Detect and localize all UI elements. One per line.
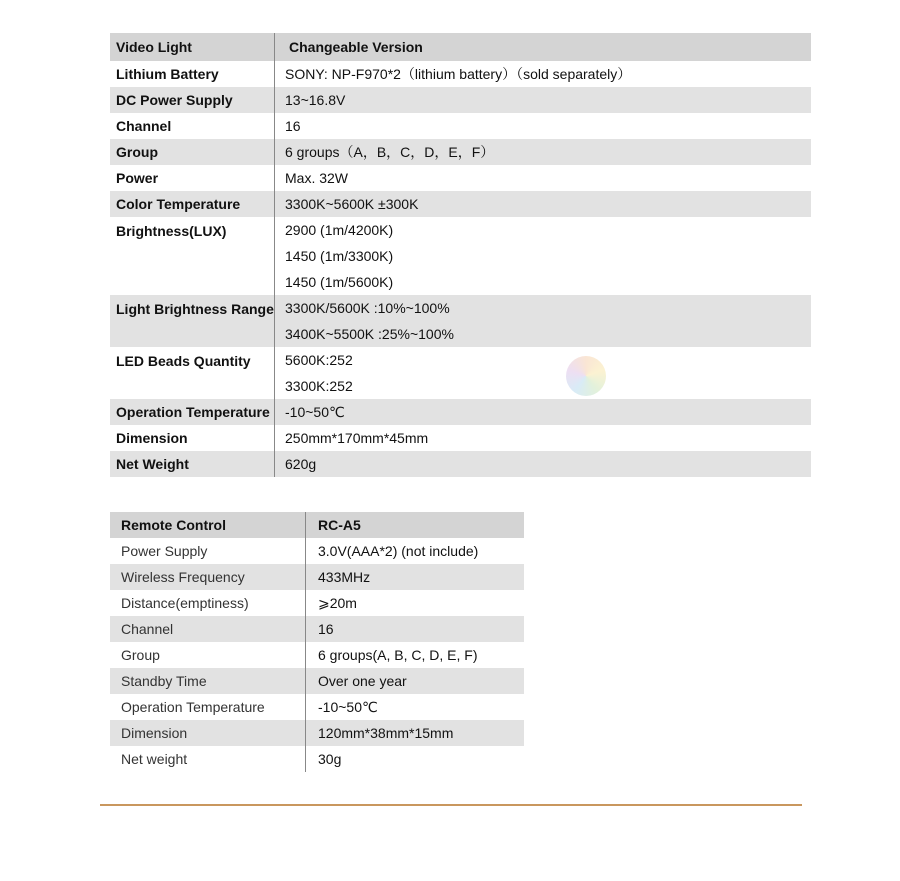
header-key: Remote Control (110, 512, 306, 538)
spec-value: 16 (285, 118, 301, 134)
spec-label: Channel (110, 113, 275, 139)
table-row (110, 295, 811, 321)
spec-label: Distance(emptiness) (110, 590, 306, 616)
header-key: Video Light (110, 33, 275, 61)
spec-label: Channel (110, 616, 306, 642)
spec-label: Power Supply (110, 538, 306, 564)
spec-value: Max. 32W (285, 170, 349, 186)
table-row (110, 590, 524, 616)
spec-value: 16 (306, 616, 525, 642)
table-row (110, 217, 811, 243)
spec-label: Power (110, 165, 275, 191)
spec-value: 1450 (1m/3300K) (285, 248, 394, 264)
table-row (110, 113, 811, 139)
spec-label: Net weight (110, 746, 306, 772)
spec-label: Net Weight (110, 451, 275, 477)
table-header-row (110, 33, 811, 61)
spec-value: 120mm*38mm*15mm (306, 720, 525, 746)
spec-value: SONY: NP-F970*2（lithium battery）（sold separately） (285, 66, 632, 82)
table-row (110, 399, 811, 425)
table-row (110, 538, 524, 564)
table-row (110, 165, 811, 191)
spec-value: 620g (275, 451, 812, 477)
spec-label: Dimension (110, 720, 306, 746)
table-row (110, 425, 811, 451)
spec-label: LED Beads Quantity (110, 347, 275, 399)
table-row (110, 694, 524, 720)
spec-value: ⩾20m (318, 594, 357, 611)
spec-value: 433MHz (306, 564, 525, 590)
table-row (110, 642, 524, 668)
spec-value: -10~50℃ (275, 399, 812, 425)
spec-value: 6 groups(A, B, C, D, E, F) (318, 647, 478, 663)
spec-value: Over one year (306, 668, 525, 694)
spec-label: Group (110, 642, 306, 668)
spec-label: Standby Time (110, 668, 306, 694)
spec-label: Dimension (110, 425, 275, 451)
spec-value: 1450 (1m/5600K) (285, 274, 394, 290)
spec-value: 3400K~5500K :25%~100% (275, 321, 812, 347)
spec-label: Operation Temperature (110, 694, 306, 720)
spec-label: Wireless Frequency (110, 564, 306, 590)
spec-value: 3300K/5600K :10%~100% (275, 295, 812, 321)
spec-label: Lithium Battery (110, 61, 275, 87)
table-row (110, 451, 811, 477)
header-value: Changeable Version (275, 33, 812, 61)
table-header-row (110, 512, 524, 538)
table-row (110, 87, 811, 113)
spec-value: 3.0V(AAA*2) (not include) (318, 543, 479, 559)
spec-value: 6 groups（A，B，C，D，E，F） (275, 139, 812, 165)
table-row (110, 616, 524, 642)
table-row (110, 668, 524, 694)
spec-label: Light Brightness Range (110, 295, 275, 347)
spec-label: Group (110, 139, 275, 165)
spec-value: 3300K:252 (285, 378, 353, 394)
bottom-divider (100, 804, 802, 806)
spec-value: -10~50℃ (318, 698, 378, 715)
spec-label: Brightness(LUX) (110, 217, 275, 295)
spec-value: 2900 (1m/4200K) (285, 222, 394, 238)
table-row (110, 564, 524, 590)
spec-label: Operation Temperature (110, 399, 275, 425)
video-light-spec-table (110, 33, 811, 477)
table-row (110, 720, 524, 746)
remote-control-spec-table (110, 512, 524, 772)
spec-value: 30g (318, 751, 342, 767)
table-row (110, 139, 811, 165)
spec-value: 13~16.8V (275, 87, 812, 113)
table-row (110, 347, 811, 373)
table-row (110, 61, 811, 87)
spec-value: 5600K:252 (285, 352, 353, 368)
header-value: RC-A5 (306, 512, 525, 538)
table-row (110, 191, 811, 217)
table-row (110, 746, 524, 772)
spec-value: 250mm*170mm*45mm (285, 430, 429, 446)
spec-value: 3300K~5600K ±300K (275, 191, 812, 217)
spec-label: Color Temperature (110, 191, 275, 217)
spec-label: DC Power Supply (110, 87, 275, 113)
